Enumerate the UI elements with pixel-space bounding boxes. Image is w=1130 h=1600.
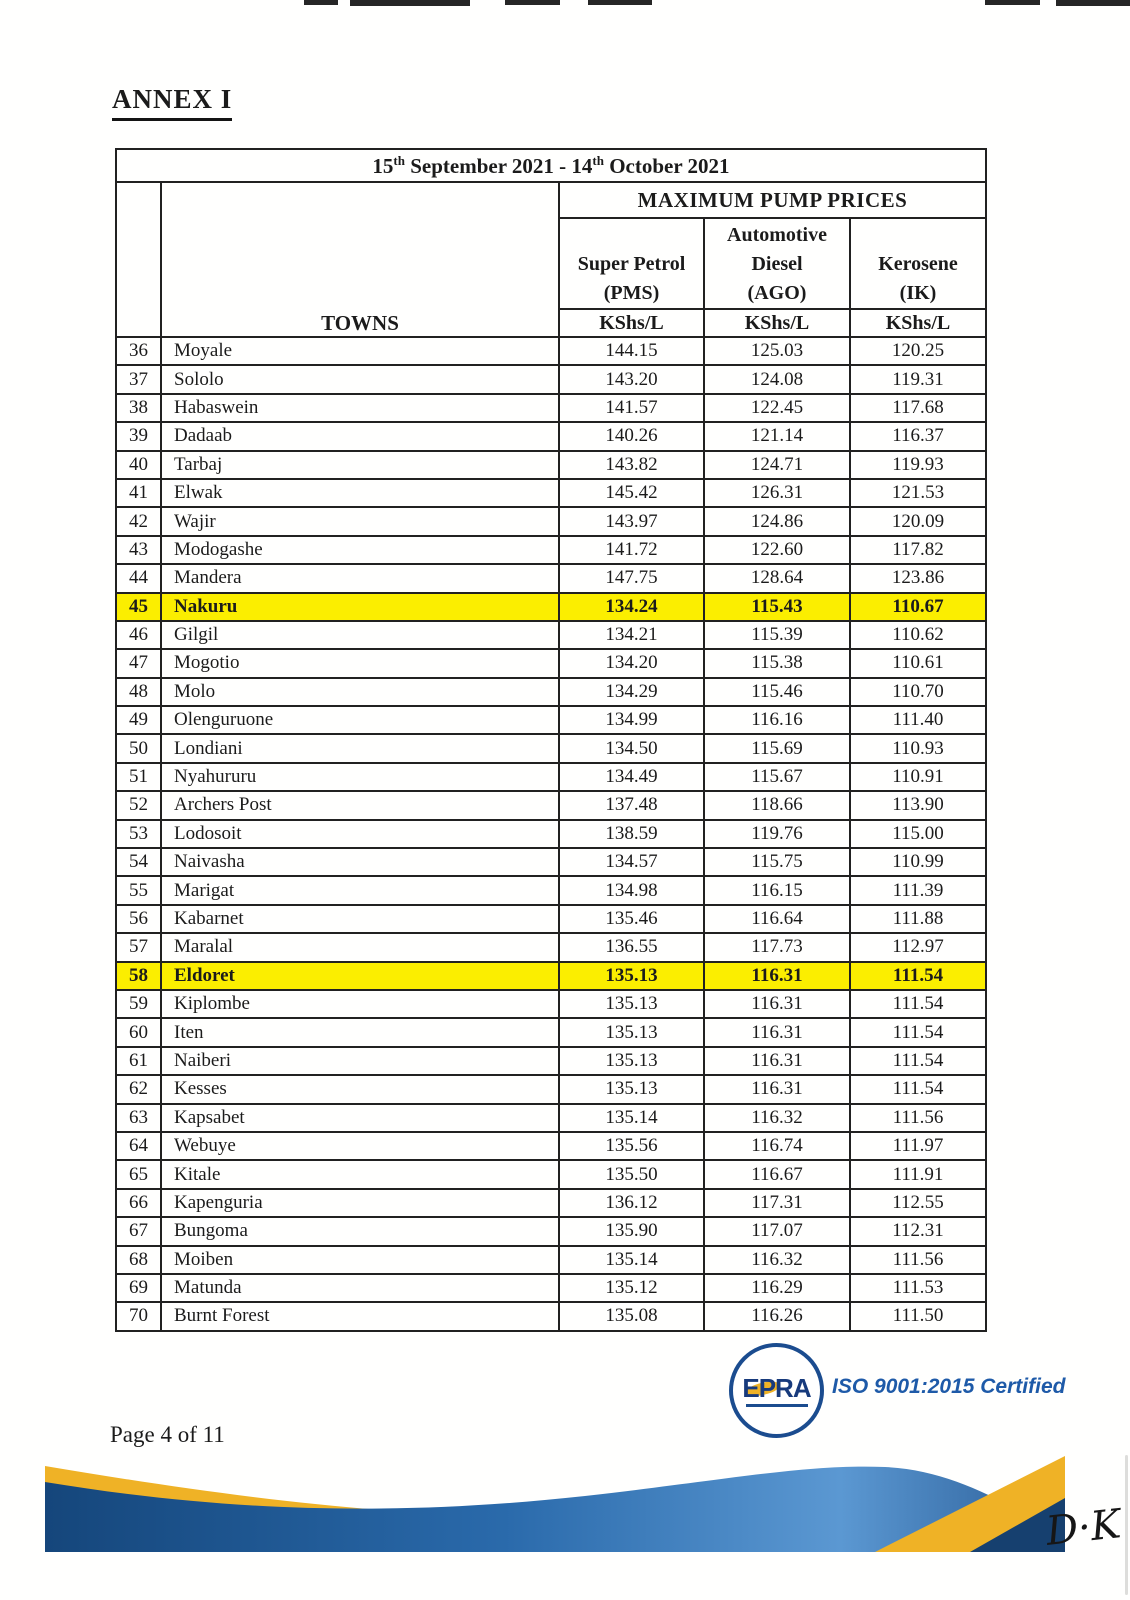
cell-ago: 115.38 [704,649,850,677]
table-row [116,1132,986,1160]
cell-ik: 111.53 [850,1274,986,1302]
table-row [116,1274,986,1302]
table-row [116,1189,986,1217]
cell-pms: 134.29 [559,678,704,706]
cell-ago: 115.46 [704,678,850,706]
cell-pms: 134.99 [559,706,704,734]
iso-certified-label: ISO 9001:2015 Certified [832,1375,1066,1398]
cell-town: Eldoret [161,962,559,990]
cell-num: 59 [116,990,161,1018]
cell-ik: 111.91 [850,1160,986,1188]
cell-ago: 126.31 [704,479,850,507]
cell-num: 40 [116,451,161,479]
cell-town: Iten [161,1018,559,1046]
cell-town: Wajir [161,507,559,535]
footer-wave-decoration [45,1452,1065,1552]
cell-ago: 116.15 [704,876,850,904]
cell-pms: 135.13 [559,990,704,1018]
cell-pms: 140.26 [559,422,704,450]
cell-num: 46 [116,621,161,649]
table-row [116,876,986,904]
cell-num: 50 [116,734,161,762]
handwritten-initials: D·K [1043,1501,1123,1555]
cell-pms: 135.14 [559,1246,704,1274]
cell-town: Kapsabet [161,1104,559,1132]
cell-ago: 116.31 [704,1047,850,1075]
cell-pms: 135.46 [559,905,704,933]
petrol-unit: KShs/L [559,309,704,337]
cell-town: Sololo [161,365,559,393]
diesel-unit: KShs/L [704,309,850,337]
table-row [116,734,986,762]
cell-ago: 119.76 [704,820,850,848]
cell-ago: 128.64 [704,564,850,592]
cell-town: Nyahururu [161,763,559,791]
scan-artifact [505,0,560,5]
epra-logo [729,1343,824,1438]
table-row [116,1302,986,1330]
cell-ago: 115.69 [704,734,850,762]
table-row [116,1104,986,1132]
cell-num: 61 [116,1047,161,1075]
cell-town: Habaswein [161,394,559,422]
cell-ago: 122.45 [704,394,850,422]
cell-ik: 111.54 [850,1018,986,1046]
table-row [116,678,986,706]
cell-pms: 134.98 [559,876,704,904]
cell-ik: 117.68 [850,394,986,422]
cell-num: 37 [116,365,161,393]
cell-ik: 110.67 [850,593,986,621]
cell-town: Kapenguria [161,1189,559,1217]
cell-town: Lodosoit [161,820,559,848]
cell-ago: 121.14 [704,422,850,450]
cell-pms: 135.08 [559,1302,704,1330]
cell-pms: 141.57 [559,394,704,422]
cell-town: Kitale [161,1160,559,1188]
cell-pms: 135.13 [559,962,704,990]
cell-town: Marigat [161,876,559,904]
cell-num: 64 [116,1132,161,1160]
cell-ik: 112.97 [850,933,986,961]
table-row [116,451,986,479]
cell-town: Matunda [161,1274,559,1302]
cell-num: 36 [116,337,161,365]
cell-ik: 111.54 [850,962,986,990]
table-row [116,593,986,621]
cell-num: 55 [116,876,161,904]
cell-num: 62 [116,1075,161,1103]
cell-pms: 136.55 [559,933,704,961]
cell-ago: 124.71 [704,451,850,479]
cell-num: 41 [116,479,161,507]
cell-ago: 124.08 [704,365,850,393]
cell-ik: 115.00 [850,820,986,848]
cell-town: Archers Post [161,791,559,819]
table-row [116,1246,986,1274]
fuel-price-table [115,148,987,1332]
cell-ago: 116.32 [704,1246,850,1274]
scan-artifact [1056,0,1130,6]
cell-ik: 119.31 [850,365,986,393]
cell-ik: 112.55 [850,1189,986,1217]
cell-town: Naiberi [161,1047,559,1075]
cell-ik: 110.62 [850,621,986,649]
cell-ago: 115.75 [704,848,850,876]
cell-num: 44 [116,564,161,592]
cell-num: 65 [116,1160,161,1188]
cell-pms: 134.24 [559,593,704,621]
cell-num: 48 [116,678,161,706]
cell-ago: 116.64 [704,905,850,933]
cell-ik: 113.90 [850,791,986,819]
cell-num: 54 [116,848,161,876]
cell-ago: 117.07 [704,1217,850,1245]
cell-town: Dadaab [161,422,559,450]
cell-ik: 111.54 [850,1047,986,1075]
cell-num: 70 [116,1302,161,1330]
kerosene-header: Kerosene (IK) [850,218,986,309]
cell-town: Webuye [161,1132,559,1160]
table-row [116,536,986,564]
cell-num: 49 [116,706,161,734]
cell-ik: 119.93 [850,451,986,479]
cell-pms: 143.82 [559,451,704,479]
cell-ago: 116.74 [704,1132,850,1160]
cell-town: Kabarnet [161,905,559,933]
table-row [116,649,986,677]
cell-num: 38 [116,394,161,422]
cell-town: Tarbaj [161,451,559,479]
cell-town: Kiplombe [161,990,559,1018]
cell-ago: 116.16 [704,706,850,734]
cell-pms: 147.75 [559,564,704,592]
cell-ik: 116.37 [850,422,986,450]
scan-artifact [588,0,652,5]
cell-ago: 115.67 [704,763,850,791]
cell-num: 56 [116,905,161,933]
cell-ik: 121.53 [850,479,986,507]
table-row [116,1217,986,1245]
towns-header: TOWNS [161,182,559,337]
cell-ago: 116.31 [704,962,850,990]
cell-ik: 120.09 [850,507,986,535]
cell-num: 69 [116,1274,161,1302]
cell-ik: 110.93 [850,734,986,762]
group-header-row [116,182,986,218]
cell-pms: 138.59 [559,820,704,848]
table-row [116,507,986,535]
max-pump-prices-header: MAXIMUM PUMP PRICES [559,182,986,218]
price-table-body [116,337,986,1331]
cell-town: Maralal [161,933,559,961]
cell-num: 51 [116,763,161,791]
table-row [116,337,986,365]
cell-town: Modogashe [161,536,559,564]
cell-ik: 117.82 [850,536,986,564]
table-row [116,706,986,734]
cell-ik: 110.91 [850,763,986,791]
cell-num: 66 [116,1189,161,1217]
cell-pms: 135.13 [559,1075,704,1103]
cell-ik: 110.99 [850,848,986,876]
cell-town: Londiani [161,734,559,762]
table-row [116,1160,986,1188]
cell-pms: 134.20 [559,649,704,677]
cell-num: 67 [116,1217,161,1245]
scan-artifact [1125,1455,1128,1595]
cell-ik: 111.54 [850,1075,986,1103]
epra-logo-text: EPRA [742,1372,811,1403]
cell-ago: 116.67 [704,1160,850,1188]
cell-num: 57 [116,933,161,961]
table-row [116,365,986,393]
cell-town: Moyale [161,337,559,365]
cell-ik: 110.70 [850,678,986,706]
cell-town: Olenguruone [161,706,559,734]
table-row [116,479,986,507]
cell-town: Naivasha [161,848,559,876]
cell-pms: 135.14 [559,1104,704,1132]
cell-ik: 111.54 [850,990,986,1018]
cell-town: Molo [161,678,559,706]
cell-ago: 118.66 [704,791,850,819]
table-row [116,1075,986,1103]
cell-ago: 116.31 [704,1075,850,1103]
cell-town: Kesses [161,1075,559,1103]
cell-pms: 144.15 [559,337,704,365]
table-row [116,621,986,649]
cell-ik: 111.88 [850,905,986,933]
cell-pms: 134.57 [559,848,704,876]
cell-ik: 111.40 [850,706,986,734]
cell-pms: 135.13 [559,1047,704,1075]
cell-town: Moiben [161,1246,559,1274]
cell-ago: 116.31 [704,1018,850,1046]
table-row [116,1018,986,1046]
cell-num: 53 [116,820,161,848]
cell-ago: 116.29 [704,1274,850,1302]
cell-town: Mandera [161,564,559,592]
cell-pms: 143.97 [559,507,704,535]
cell-ik: 111.56 [850,1104,986,1132]
cell-pms: 141.72 [559,536,704,564]
table-row [116,962,986,990]
period-title: 15th September 2021 - 14th October 2021 [116,149,986,182]
cell-town: Bungoma [161,1217,559,1245]
cell-num: 58 [116,962,161,990]
cell-ik: 110.61 [850,649,986,677]
table-row [116,933,986,961]
cell-pms: 135.90 [559,1217,704,1245]
cell-num: 42 [116,507,161,535]
table-row [116,394,986,422]
cell-num: 43 [116,536,161,564]
cell-pms: 135.56 [559,1132,704,1160]
cell-pms: 137.48 [559,791,704,819]
cell-pms: 145.42 [559,479,704,507]
cell-town: Mogotio [161,649,559,677]
table-row [116,905,986,933]
cell-num: 60 [116,1018,161,1046]
cell-pms: 135.12 [559,1274,704,1302]
kerosene-unit: KShs/L [850,309,986,337]
cell-ik: 111.39 [850,876,986,904]
cell-town: Nakuru [161,593,559,621]
cell-num: 52 [116,791,161,819]
cell-town: Burnt Forest [161,1302,559,1330]
table-row [116,422,986,450]
period-title-row [116,149,986,182]
cell-ik: 120.25 [850,337,986,365]
cell-ago: 117.73 [704,933,850,961]
cell-ik: 123.86 [850,564,986,592]
scan-artifact [985,0,1040,5]
cell-ik: 111.97 [850,1132,986,1160]
cell-pms: 134.49 [559,763,704,791]
epra-logo-tagline [746,1404,808,1407]
cell-ago: 116.26 [704,1302,850,1330]
cell-pms: 136.12 [559,1189,704,1217]
cell-town: Gilgil [161,621,559,649]
annex-title: ANNEX I [112,84,232,121]
cell-num: 47 [116,649,161,677]
cell-ik: 111.56 [850,1246,986,1274]
cell-pms: 135.50 [559,1160,704,1188]
cell-pms: 143.20 [559,365,704,393]
cell-ago: 122.60 [704,536,850,564]
page-number: Page 4 of 11 [110,1422,225,1447]
cell-ago: 116.32 [704,1104,850,1132]
row-number-header [116,182,161,337]
super-petrol-header: Super Petrol (PMS) [559,218,704,309]
cell-town: Elwak [161,479,559,507]
table-row [116,564,986,592]
table-row [116,990,986,1018]
cell-num: 63 [116,1104,161,1132]
cell-num: 45 [116,593,161,621]
cell-ik: 112.31 [850,1217,986,1245]
cell-pms: 134.21 [559,621,704,649]
diesel-header: Automotive Diesel (AGO) [704,218,850,309]
table-row [116,848,986,876]
cell-ago: 124.86 [704,507,850,535]
scan-artifact [304,0,338,5]
cell-num: 68 [116,1246,161,1274]
scan-artifact [350,0,470,6]
cell-ago: 117.31 [704,1189,850,1217]
table-row [116,763,986,791]
cell-pms: 134.50 [559,734,704,762]
cell-ik: 111.50 [850,1302,986,1330]
cell-ago: 125.03 [704,337,850,365]
table-row [116,791,986,819]
cell-ago: 116.31 [704,990,850,1018]
table-row [116,820,986,848]
cell-pms: 135.13 [559,1018,704,1046]
cell-num: 39 [116,422,161,450]
cell-ago: 115.43 [704,593,850,621]
table-row [116,1047,986,1075]
cell-ago: 115.39 [704,621,850,649]
